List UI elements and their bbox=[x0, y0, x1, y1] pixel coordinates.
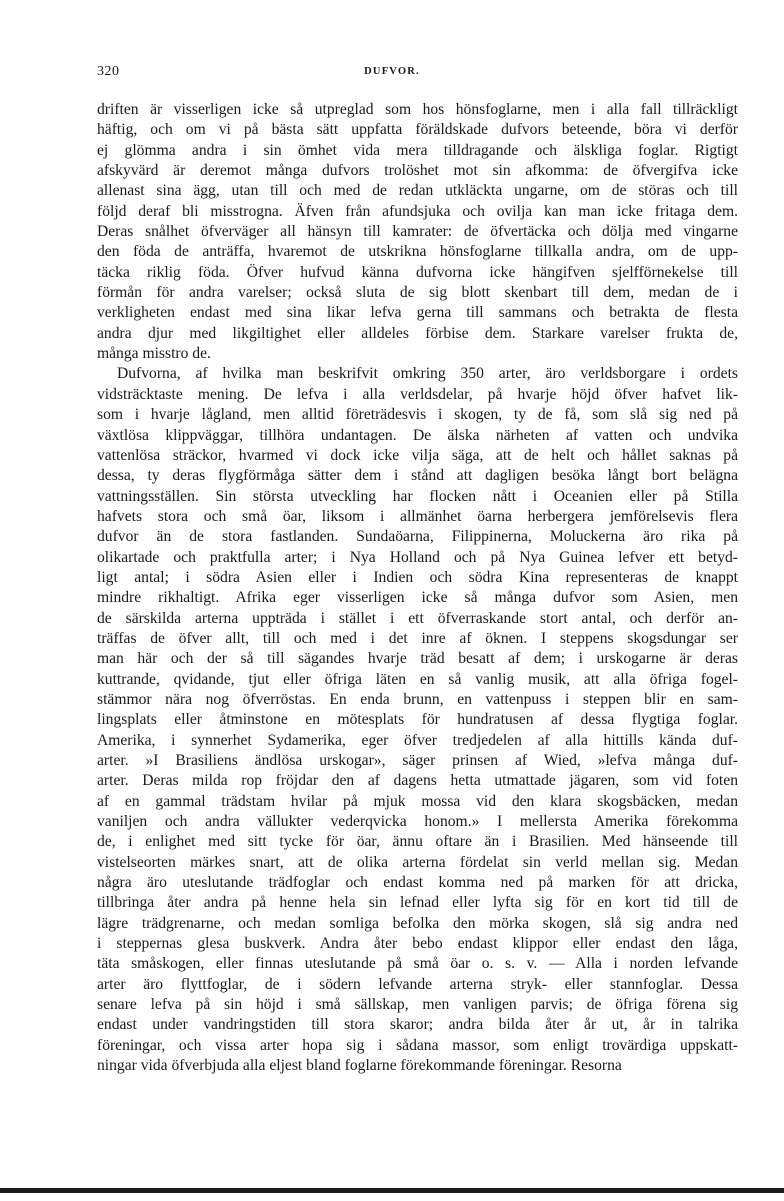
text-line: arter. Deras milda rop fröjdar den af dagens hetta utmattade jägaren, som vid foten bbox=[97, 772, 738, 790]
text-line: af en gammal trädstam hvilar på mjuk mossa vid den klara skogsbäcken, medan bbox=[97, 792, 738, 810]
text-line: lingsplats eller åtminstone en mötesplats för hundratusen af dessa flygtiga foglar. bbox=[97, 711, 738, 729]
text-line: växtlösa klippväggar, tillhöra undantagen. De älska närheten af vatten och undvika bbox=[97, 426, 738, 444]
text-line: hafvets stora och små öar, liksom i allmänhet öarna herbergera jemförelsevis flera bbox=[97, 507, 738, 525]
text-line: häftig, och om vi på bästa sätt uppfatta föräldskade dufvors beteende, böra vi derför bbox=[97, 121, 738, 139]
text-line: kuttrande, qvidande, tjut eller öfriga läten en så vanlig musik, att alla öfriga fogel- bbox=[97, 670, 738, 688]
text-line: endast under vandringstiden till stora skaror; andra bilda åter år ut, år in talrika bbox=[97, 1016, 738, 1034]
text-line: täta småskogen, eller finnas uteslutande på små öar o. s. v. — Alla i norden lefvande bbox=[97, 955, 738, 973]
page-number: 320 bbox=[97, 64, 120, 79]
bottom-edge-rule bbox=[0, 1188, 784, 1193]
text-line: Amerika, i synnerhet Sydamerika, eger öfver tredjedelen af alla hittills kända duf- bbox=[97, 731, 738, 749]
text-line: Dufvorna, af hvilka man beskrifvit omkring 350 arter, äro verldsborgare i ordets bbox=[117, 365, 738, 383]
text-line: träffas de öfver allt, till och med i det inre af öknen. I steppens skogsdungar ser bbox=[97, 629, 738, 647]
text-line: arter. »I Brasiliens ändlösa urskogar», säger prinsen af Wied, »lefva många duf- bbox=[97, 752, 738, 769]
text-line: vistelseorten märkes snart, att de olika arterna fördelat sin verld mellan sig. Medan bbox=[97, 853, 738, 871]
text-line: vattningsställen. Sin största utveckling har flocken nått i Oceanien eller på Stilla bbox=[97, 487, 738, 505]
text-line: verkligheten endast med sina likar lefva gerna till sammans och betrakta de flesta bbox=[97, 304, 738, 322]
text-line: som i hvarje låglаnd, men alltid företrädesvis i skogen, ty de få, som slå sig ned på bbox=[97, 406, 738, 424]
text-line: de, i enlighet med sitt tycke för öar, ännu oftare än i Brasilien. Med hänseende till bbox=[97, 833, 738, 851]
text-line: driften är visserligen icke så utpreglad som hos hönsfoglarne, men i alla fall tillräckligt bbox=[97, 101, 738, 118]
text-line: allenast sina ägg, utan till och med de redan utkläckta ungarne, om de störas och till bbox=[97, 182, 738, 200]
text-line: de särskilda arterna uppträda i stället i ett öfverraskande stort antal, och derför an- bbox=[97, 609, 738, 627]
text-line: föreningar, och vissa arter hopa sig i sådana massor, som enligt trovärdiga uppskatt- bbox=[97, 1036, 738, 1054]
text-line: arter äro flyttfoglar, de i södern lefvande arterna stryk- eller stannfoglar. Dessa bbox=[97, 975, 738, 993]
text-line: vidsträcktaste mening. De lefva i alla verldsdelar, på hvarje höjd öfver hafvet lik- bbox=[97, 385, 738, 403]
text-line: man här och der så till sägandes hvarje träd besatt af dem; i urskogarne är deras bbox=[97, 650, 738, 668]
running-head: DUFVOR. bbox=[364, 66, 420, 77]
text-line: täcka riklig föda. Öfver hufvud känna dufvorna icke hängifven sjelfförnekelse till bbox=[97, 263, 738, 281]
text-line: dufvor än de stora fastlanden. Sundaöarna, Filippinerna, Moluckerna äro rika på bbox=[97, 528, 738, 546]
text-line: afskyvärd är deremot många dufvors trolöshet mot sin afkomma: de öfvergifva icke bbox=[97, 162, 738, 180]
text-line: Deras snålhet öfverväger all hänsyn till kamrater: de öfvertäcka och dölja med vingarne bbox=[97, 223, 738, 241]
text-line: olikartade och praktfulla arter; i Nya Holland och på Nya Guinea lefver ett betyd- bbox=[97, 548, 738, 566]
text-line: mindre rikhaltigt. Afrika eger visserligen icke så många dufvor som Asien, men bbox=[97, 589, 738, 607]
text-line: stämmor nära nog öfverröstas. En enda brunn, en vattenpuss i steppen blir en sam- bbox=[97, 690, 738, 708]
text-line: förmån för andra varelser; också sluta de sig blott skenbart till dem, medan de i bbox=[97, 284, 738, 302]
body-text bbox=[97, 100, 738, 1077]
text-line: följd deraf bli misstrogna. Äfven från afundsjuka och ovilja kan man icke fritaga dem. bbox=[97, 202, 738, 220]
text-line: ej glömma andra i sin ömhet vida mera tilldragande och älskliga foglar. Rigtigt bbox=[97, 141, 738, 159]
text-line: ligt antal; i södra Asien eller i Indien och södra Kina representeras de knappt bbox=[97, 568, 738, 586]
text-line: vattenlösa sträckor, hvarmed vi dock icke vilja säga, att de helt och hållet saknas på bbox=[97, 446, 738, 464]
text-line: lägre trädgrenarne, och medan somliga befolka den mörka skogen, slå sig andra ned bbox=[97, 914, 738, 932]
text-line: ningar vida öfverbjuda alla eljest bland foglarne förekommande föreningar. Resorna bbox=[97, 1057, 622, 1075]
text-line: tillbringa åter andra på henne hela sin lefnad eller lyfta sig för en kort tid till de bbox=[97, 894, 738, 912]
text-line: den föda de anträffa, hvaremot de utskrikna hönsfoglarne tillkalla andra, om de upp- bbox=[97, 243, 738, 261]
text-line: några äro uteslutande trädfoglar och endast komma ned på marken för att dricka, bbox=[97, 874, 738, 892]
text-line: vaniljen och andra vällukter vederqvicka honom.» I mellersta Amerika förekomma bbox=[97, 813, 738, 831]
text-line: andra djur med likgiltighet eller alldeles förbise dem. Starkare varelser frukta de, bbox=[97, 324, 738, 342]
text-line: många misstro de. bbox=[97, 345, 211, 363]
text-line: senare lefva på sin höjd i små sällskap, men vanligen parvis; de öfriga förena sig bbox=[97, 996, 738, 1014]
text-line: dessa, ty deras flygförmåga sätter dem i stånd att dagligen besöka långt bort belägna bbox=[97, 467, 738, 485]
text-line: i steppernas glesa buskverk. Andra åter bebo endast klippor eller endast den låga, bbox=[97, 935, 738, 953]
